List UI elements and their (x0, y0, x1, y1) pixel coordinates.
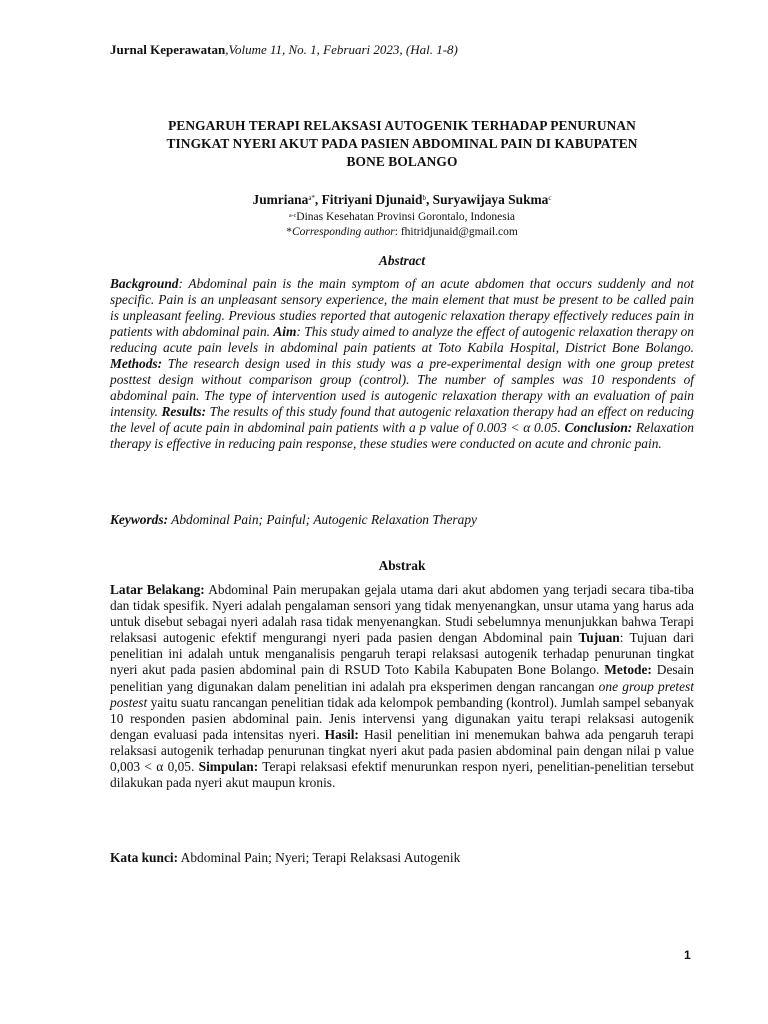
section-text-italic: one group pretest postest (110, 678, 694, 710)
section-label: Tujuan (578, 630, 620, 646)
affiliation-block (110, 209, 694, 240)
keywords-text: Abdominal Pain; Nyeri; Terapi Relaksasi Autogenik (178, 850, 461, 865)
corresponding-author (110, 225, 694, 240)
title-line: BONE BOLANGO (346, 154, 458, 169)
title-line: TINGKAT NYERI AKUT PADA PASIEN ABDOMINAL PAIN DI KABUPATEN (166, 136, 638, 151)
section-label: Aim (273, 324, 297, 339)
section-label: Metode: (604, 662, 652, 678)
author-name: Jumriana (252, 192, 309, 207)
keywords-label: Keywords: (110, 512, 169, 527)
section-text: Desain penelitian yang digunakan dalam penelitian ini adalah pra eksperimen dengan rancangan (110, 662, 694, 694)
corr-email: : fhitridjunaid@gmail.com (394, 226, 518, 238)
section-text: Hasil penelitian ini menemukan bahwa ada pengaruh terapi relaksasi autogenik terhadap penurunan tingkat nyeri akut pada pasien abdominal pain dengan nilai p value 0,003 < α 0,05. (110, 726, 694, 775)
section-label: Results: (161, 404, 207, 419)
keywords-text: Abdominal Pain; Painful; Autogenic Relaxation Therapy (168, 512, 477, 527)
section-label: Latar Belakang: (110, 582, 205, 597)
affiliation (110, 209, 694, 225)
author-name: Fitriyani Djunaid (321, 192, 423, 207)
section-text: : Tujuan dari penelitian ini adalah untuk menganalisis pengaruh terapi relaksasi autogenik terhadap penurunan tingkat nyeri akut pada pasien abdominal pain di RSUD Toto Kabila Kabupaten Bone Bolango. (110, 630, 695, 678)
corr-label: Corresponding author (291, 226, 395, 238)
author-separator: , (314, 192, 322, 207)
author-list (110, 192, 694, 208)
author-name: Suryawijaya Sukma (432, 192, 549, 207)
affiliation-mark: a-c (288, 213, 297, 219)
corr-star: * (286, 226, 292, 238)
keywords-english (110, 512, 694, 528)
section-text: Abdominal Pain merupakan gejala utama dari akut abdomen yang terjadi secara tiba-tiba dan tidak spesifik. Nyeri adalah pengalaman sensori yang tidak menyenangkan, unsur utama yang harus ada untuk disebut sebagai nyeri adalah rasa tidak menyenangkan. Studi sebelumnya menunjukkan bahwa Terapi relaksasi autogenic efektif mengurangi nyeri pada pasien dengan Abdominal pain (110, 582, 694, 646)
section-text: Terapi relaksasi efektif menurunkan respon nyeri, penelitian-penelitian tersebut dilakukan pada nyeri akut maupun kronis. (110, 759, 694, 791)
affiliation-text: Dinas Kesehatan Provinsi Gorontalo, Indonesia (296, 211, 516, 223)
section-label: Hasil: (324, 726, 359, 742)
author-affil-mark: c (548, 194, 552, 202)
section-label: Conclusion: (564, 420, 633, 435)
abstract-english (110, 276, 694, 452)
author-affil-mark: b (422, 194, 426, 202)
page-number: 1 (684, 948, 691, 962)
section-text: yaitu suatu rancangan penelitian tidak ada kelompok pembanding (kontrol). Jumlah sampel sebanyak 10 responden pasien abdominal pain. Jenis intervensi yang digunakan yaitu terapi relaksasi autogenik dengan evaluasi pada intensitas nyeri. (110, 694, 694, 742)
journal-issue: ,Volume 11, No. 1, Februari 2023, (Hal. 1-8) (225, 42, 458, 57)
author-affil-mark: a* (308, 194, 315, 202)
section-text: : Abdominal pain is the main symptom of an acute abdomen that occurs suddenly and not specific. Pain is an unpleasant sensory experience, the main element that must be present to be called pain is unpleasant feeling. Previous studies reported that autogenic relaxation therapy effectively reduces pain in patients with abdominal pain. (110, 276, 694, 339)
abstrak-heading: Abstrak (378, 558, 426, 573)
section-text: The research design used in this study was a pre-experimental design with one group pretest posttest design without comparison group (control). The number of samples was 10 respondents of abdominal pain. The type of intervention used is autogenic relaxation therapy with an evaluation of pain intensity. (110, 356, 694, 419)
journal-name: Jurnal Keperawatan (110, 42, 226, 57)
keywords-label: Kata kunci: (110, 850, 179, 865)
keywords-indonesian (110, 850, 694, 866)
author-separator: , (425, 192, 433, 207)
title-line: PENGARUH TERAPI RELAKSASI AUTOGENIK TERHADAP PENURUNAN (168, 118, 636, 133)
abstract-heading: Abstract (378, 253, 426, 268)
section-label: Background (110, 276, 179, 291)
section-text: The results of this study found that autogenic relaxation therapy had an effect on reducing the level of acute pain in abdominal pain patients with a p value of 0.003 < α 0.05. (110, 404, 695, 435)
paper-title (110, 117, 694, 171)
abstract-indonesian (110, 582, 694, 791)
section-label: Methods: (110, 356, 163, 371)
section-text: Relaxation therapy is effective in reducing pain response, these studies were conducted on acute and chronic pain. (110, 420, 694, 451)
journal-header (110, 42, 458, 58)
section-text: : This study aimed to analyze the effect of autogenic relaxation therapy on reducing acute pain levels in abdominal pain patients at Toto Kabila Hospital, District Bone Bolango. (110, 324, 694, 355)
section-label: Simpulan: (198, 759, 259, 775)
